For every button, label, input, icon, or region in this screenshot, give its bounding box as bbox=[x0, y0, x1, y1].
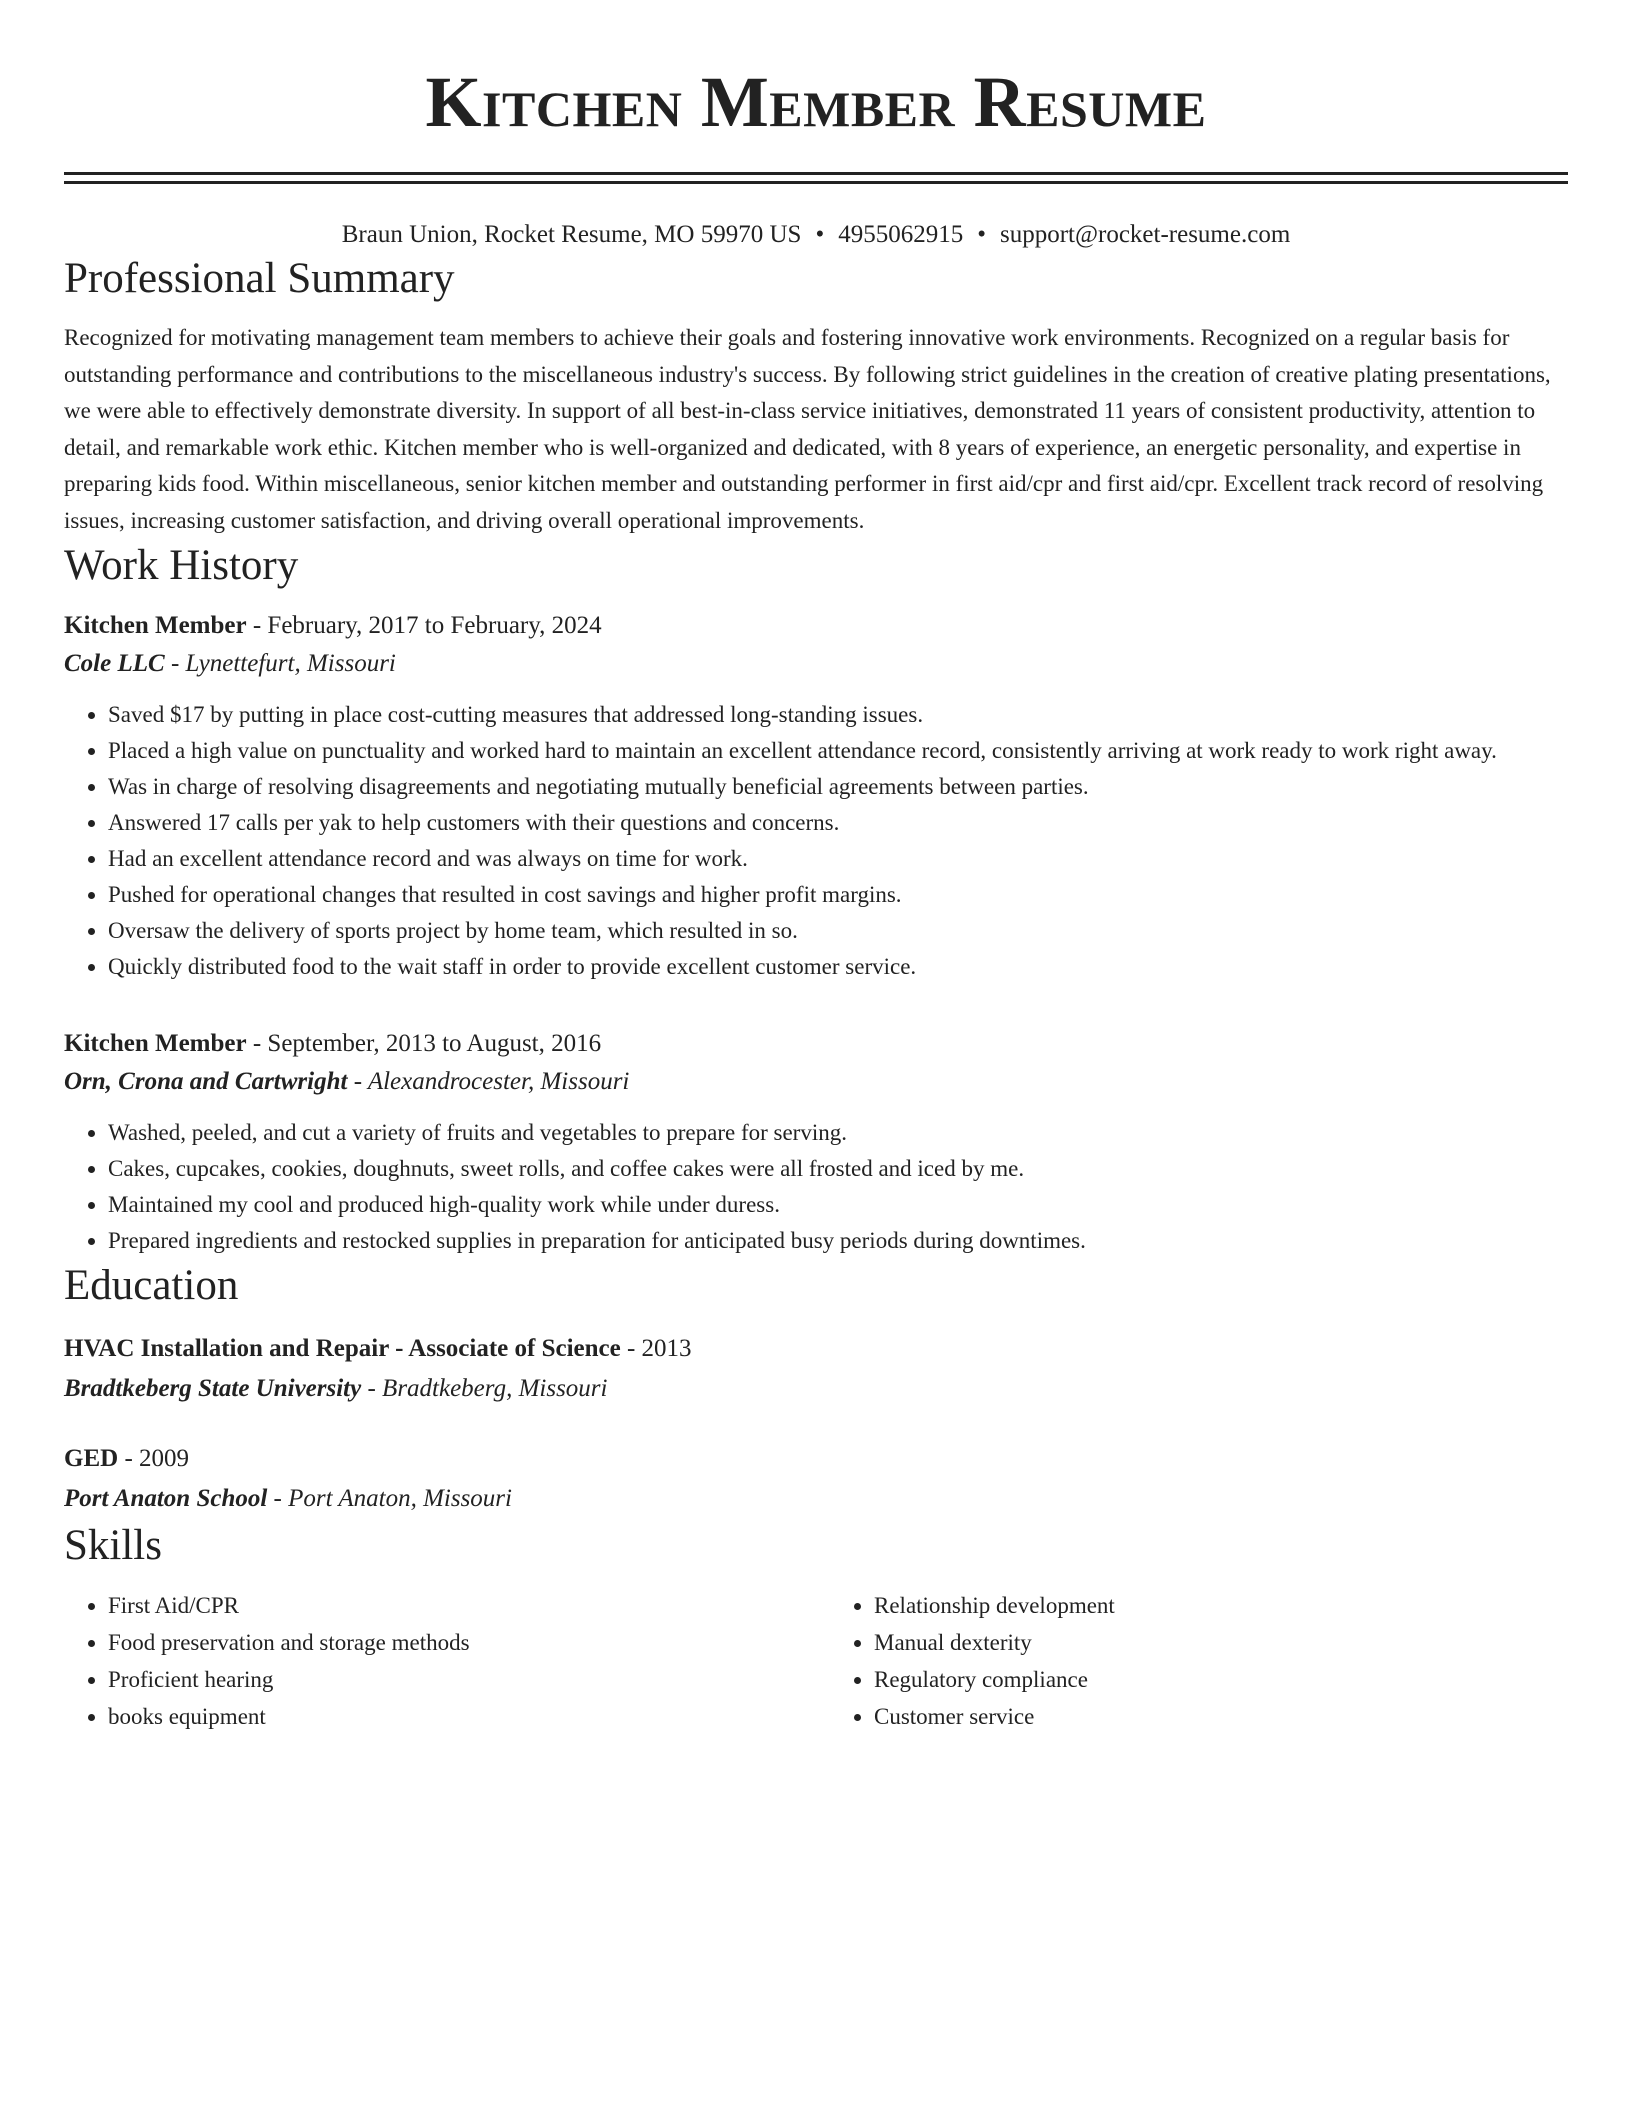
education-heading: Education bbox=[64, 1262, 239, 1309]
education-school: Bradtkeberg State University bbox=[64, 1375, 362, 1402]
skill-item: • Manual dexterity bbox=[874, 1624, 1568, 1661]
job-bullet: • Washed, peeled, and cut a variety of fruits and vegetables to prepare for serving. bbox=[108, 1115, 1568, 1151]
job-entry bbox=[64, 607, 1568, 985]
contact-line bbox=[64, 218, 1568, 252]
contact-separator: • bbox=[977, 221, 986, 248]
skill-item: • Proficient hearing bbox=[108, 1661, 816, 1698]
education-entry bbox=[64, 1439, 1568, 1519]
job-bullet: • Oversaw the delivery of sports project by home team, which resulted in so. bbox=[108, 913, 1568, 949]
job-entry bbox=[64, 1025, 1568, 1259]
job-bullet: • Had an excellent attendance record and was always on time for work. bbox=[108, 841, 1568, 877]
education-year: - 2009 bbox=[118, 1445, 190, 1472]
job-title: Kitchen Member bbox=[64, 1030, 247, 1057]
education-degree-line bbox=[64, 1329, 1568, 1369]
job-bullet: • Saved $17 by putting in place cost-cutting measures that addressed long-standing issues. bbox=[108, 697, 1568, 733]
education-school-line bbox=[64, 1479, 1568, 1519]
job-bullet: • Maintained my cool and produced high-quality work while under duress. bbox=[108, 1187, 1568, 1223]
job-bullet: • Prepared ingredients and restocked supplies in preparation for anticipated busy periods during downtimes. bbox=[108, 1223, 1568, 1259]
job-dates: - February, 2017 to February, 2024 bbox=[246, 612, 602, 639]
job-title-line bbox=[64, 607, 1568, 645]
job-company-line bbox=[64, 645, 1568, 683]
job-bullet: • Placed a high value on punctuality and worked hard to maintain an excellent attendance record, consistently arriving at work ready to work right away. bbox=[108, 733, 1568, 769]
job-bullet: • Quickly distributed food to the wait staff in order to provide excellent customer service. bbox=[108, 949, 1568, 985]
work-history-heading: Work History bbox=[64, 542, 299, 589]
job-title: Kitchen Member bbox=[64, 612, 247, 639]
skills-heading: Skills bbox=[64, 1522, 162, 1569]
contact-separator: • bbox=[815, 221, 825, 248]
job-location: - Lynettefurt, Missouri bbox=[164, 650, 396, 677]
education-degree: GED bbox=[64, 1445, 119, 1472]
skills-list-left bbox=[64, 1587, 816, 1735]
job-bullet-list bbox=[64, 1115, 1568, 1259]
skill-item: • Relationship development bbox=[874, 1587, 1568, 1624]
job-company: Orn, Crona and Cartwright bbox=[64, 1068, 348, 1095]
education-entry bbox=[64, 1329, 1568, 1409]
resume-title: Kitchen Member Resume bbox=[425, 62, 1207, 142]
skill-item: • First Aid/CPR bbox=[108, 1587, 816, 1624]
job-location: - Alexandrocester, Missouri bbox=[347, 1068, 630, 1095]
title-divider bbox=[64, 172, 1568, 184]
education-degree: HVAC Installation and Repair - Associate of Science bbox=[64, 1335, 621, 1362]
job-dates: - September, 2013 to August, 2016 bbox=[246, 1030, 602, 1057]
education-school: Port Anaton School bbox=[64, 1485, 268, 1512]
education-degree-line bbox=[64, 1439, 1568, 1479]
job-bullet: • Pushed for operational changes that resulted in cost savings and higher profit margins. bbox=[108, 877, 1568, 913]
skills-columns bbox=[64, 1587, 1568, 1735]
education-school-line bbox=[64, 1369, 1568, 1409]
skill-item: • Food preservation and storage methods bbox=[108, 1624, 816, 1661]
contact-email[interactable]: support@rocket-resume.com bbox=[999, 221, 1291, 248]
job-title-line bbox=[64, 1025, 1568, 1063]
summary-heading: Professional Summary bbox=[64, 255, 455, 302]
job-company-line bbox=[64, 1063, 1568, 1101]
summary-text: Recognized for motivating management team members to achieve their goals and fostering innovative work environments. Recognized on a regular basis for outstanding performance and contributions to the miscellaneous industry's success. By following strict guidelines in the creation of creative plating presentations, we were able to effectively demonstrate diversity. In support of all best-in-class service initiatives, demonstrated 11 years of consistent productivity, attention to detail, and remarkable work ethic. Kitchen member who is well-organized and dedicated, with 8 years of experience, an energetic personality, and expertise in preparing kids food. Within miscellaneous, senior kitchen member and outstanding performer in first aid/cpr and first aid/cpr. Excellent track record of resolving issues, increasing customer satisfaction, and driving overall operational improvements. bbox=[64, 325, 1551, 533]
skills-list-right bbox=[816, 1587, 1568, 1735]
skill-item: • Customer service bbox=[874, 1698, 1568, 1735]
job-bullet-list bbox=[64, 697, 1568, 985]
contact-phone: 4955062915 bbox=[838, 221, 964, 248]
job-company: Cole LLC bbox=[64, 650, 165, 677]
education-year: - 2013 bbox=[620, 1335, 692, 1362]
skill-item: • Regulatory compliance bbox=[874, 1661, 1568, 1698]
contact-address: Braun Union, Rocket Resume, MO 59970 US bbox=[341, 221, 802, 248]
job-bullet: • Answered 17 calls per yak to help customers with their questions and concerns. bbox=[108, 805, 1568, 841]
skill-item: • books equipment bbox=[108, 1698, 816, 1735]
education-location: - Bradtkeberg, Missouri bbox=[361, 1375, 608, 1402]
job-bullet: • Cakes, cupcakes, cookies, doughnuts, sweet rolls, and coffee cakes were all frosted and iced by me. bbox=[108, 1151, 1568, 1187]
education-location: - Port Anaton, Missouri bbox=[267, 1485, 512, 1512]
job-bullet: • Was in charge of resolving disagreements and negotiating mutually beneficial agreements between parties. bbox=[108, 769, 1568, 805]
